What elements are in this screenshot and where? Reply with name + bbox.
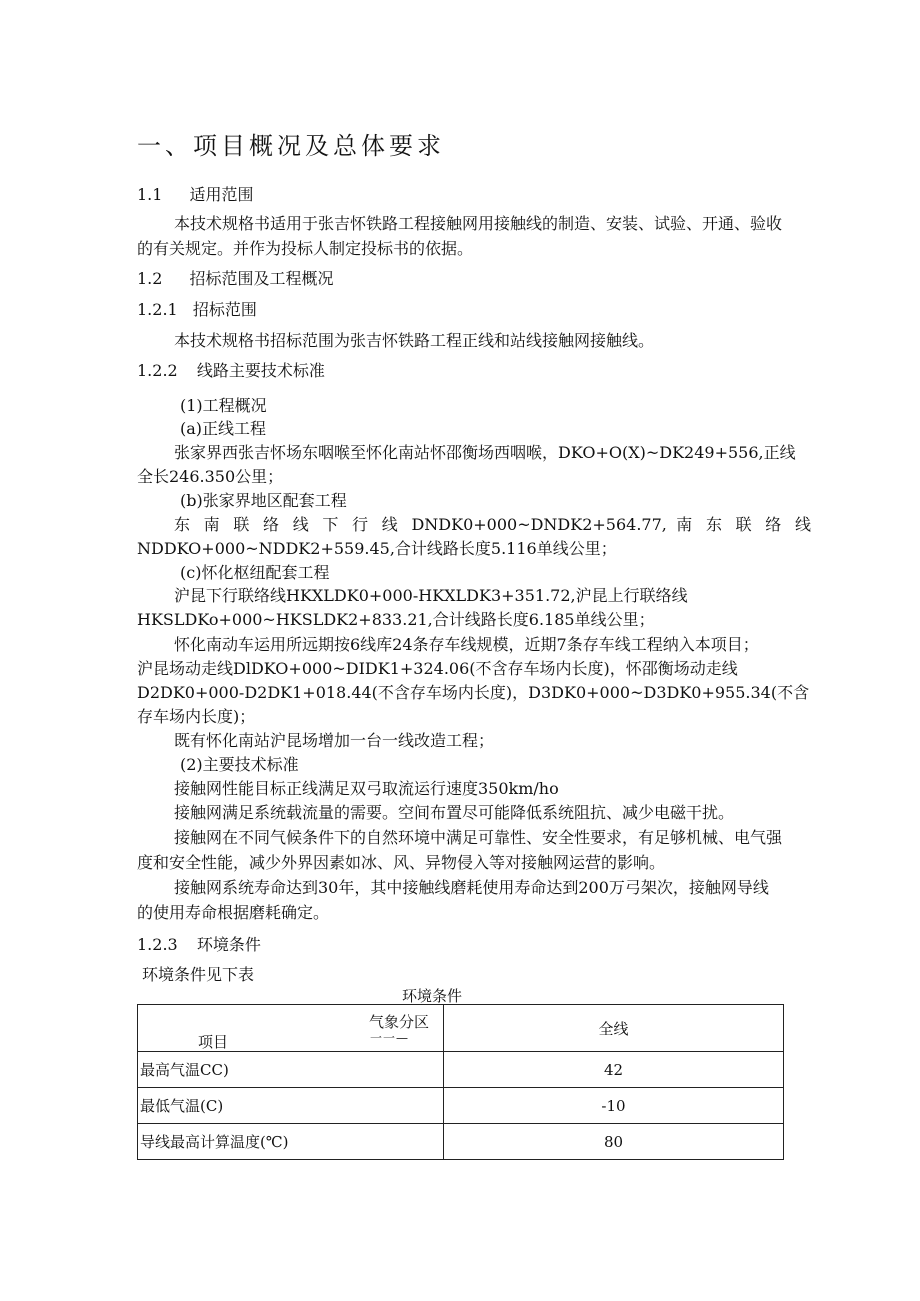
table-intro: 环境条件见下表	[142, 965, 255, 984]
section-label: 线路主要技术标准	[196, 361, 325, 380]
paragraph: 度和安全性能，减少外界因素如冰、风、异物侵入等对接触网运营的影响。	[137, 853, 666, 872]
page-title: 一、项目概况及总体要求	[137, 132, 445, 160]
paragraph: D2DK0+000-D2DK1+018.44(不含存车场内长度)，D3DK0+000~D3DK0+955.34(不含	[137, 683, 810, 702]
subheading: (2)主要技术标准	[180, 755, 299, 774]
paragraph: 接触网性能目标正线满足双弓取流运行速度350km∕ho	[174, 779, 559, 798]
header-zone-label: 气象分区	[368, 1013, 429, 1031]
section-1-2-1-heading	[137, 297, 257, 320]
header-dash: 一一—	[369, 1031, 409, 1045]
row-label: 最高气温CC)	[138, 1052, 444, 1088]
row-value: 42	[444, 1052, 784, 1088]
table-caption: 环境条件	[402, 987, 463, 1005]
section-number: 1.2.3	[137, 935, 178, 954]
section-1-2-heading	[137, 266, 334, 289]
row-value: 80	[444, 1124, 784, 1160]
row-label: 最低气温(C)	[138, 1088, 444, 1124]
paragraph: 接触网满足系统载流量的需要。空间布置尽可能降低系统阻抗、减少电磁干扰。	[174, 803, 735, 822]
subheading: (c)怀化枢纽配套工程	[180, 563, 330, 582]
section-1-1-heading	[137, 182, 254, 205]
section-number: 1.2.2	[137, 361, 178, 380]
paragraph: 的有关规定。并作为投标人制定投标书的依据。	[137, 239, 474, 258]
paragraph: 张家界西张吉怀场东咽喉至怀化南站怀邵衡场西咽喉，DKO+O(X)~DK249+556,正线	[174, 443, 796, 462]
paragraph: 接触网在不同气候条件下的自然环境中满足可靠性、安全性要求，有足够机械、电气强	[174, 828, 783, 847]
table-row	[138, 1088, 784, 1124]
section-1-2-2-heading	[137, 358, 325, 381]
section-number: 1.1	[137, 185, 163, 204]
paragraph: 东 南 联 络 线 下 行 线 DNDK0+000~DNDK2+564.77, 南 东 联 络 线	[174, 515, 811, 534]
section-label: 招标范围	[192, 300, 257, 319]
table-row	[138, 1052, 784, 1088]
section-number: 1.2	[137, 269, 163, 288]
paragraph: NDDKO+000~NDDK2+559.45,合计线路长度5.116单线公里；	[137, 539, 617, 558]
paragraph: 既有怀化南站沪昆场增加一台一线改造工程；	[174, 731, 495, 750]
section-1-2-3-heading	[137, 932, 261, 955]
subheading: (b)张家界地区配套工程	[180, 491, 347, 510]
paragraph: 全长246.350公里；	[137, 467, 284, 486]
row-label: 导线最高计算温度(℃)	[138, 1124, 444, 1160]
section-number: 1.2.1	[137, 300, 178, 319]
environment-table	[137, 1004, 784, 1160]
section-label: 招标范围及工程概况	[189, 269, 334, 288]
paragraph: 怀化南动车运用所远期按6线库24条存车线规模，近期7条存车线工程纳入本项目；	[174, 635, 759, 654]
paragraph: 沪昆下行联络线HKXLDK0+000-HKXLDK3+351.72,沪昆上行联络线	[174, 586, 688, 605]
header-item-label: 项目	[198, 1033, 229, 1051]
table-row	[138, 1124, 784, 1160]
paragraph: 的使用寿命根据磨耗确定。	[137, 903, 330, 922]
paragraph: 存车场内长度)；	[137, 707, 256, 726]
subheading: (1)工程概况	[180, 396, 267, 415]
paragraph: 接触网系统寿命达到30年，其中接触线磨耗使用寿命达到200万弓架次，接触网导线	[174, 878, 769, 897]
paragraph: 沪昆场动走线DlDKO+000~DIDK1+324.06(不含存车场内长度)，怀邵衡场动走线	[137, 659, 738, 678]
paragraph: HKSLDKo+000~HKSLDK2+833.21,合计线路长度6.185单线公里；	[137, 610, 655, 629]
paragraph: 本技术规格书招标范围为张吉怀铁路工程正线和站线接触网接触线。	[174, 331, 655, 350]
header-diagonal-cell	[138, 1005, 444, 1052]
table-header-row	[138, 1005, 784, 1052]
header-column-label: 全线	[444, 1005, 784, 1052]
row-value: -10	[444, 1088, 784, 1124]
section-label: 适用范围	[189, 185, 254, 204]
subheading: (a)正线工程	[180, 419, 267, 438]
paragraph: 本技术规格书适用于张吉怀铁路工程接触网用接触线的制造、安装、试验、开通、验收	[174, 214, 783, 233]
section-label: 环境条件	[196, 935, 261, 954]
